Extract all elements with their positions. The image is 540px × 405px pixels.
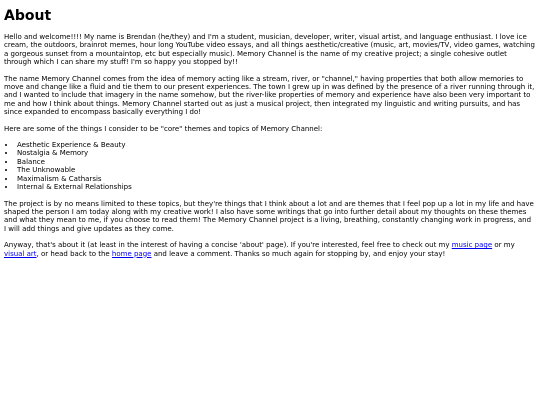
list-item: • The Unknowable [16,166,535,174]
themes-intro-paragraph: Here are some of the things I consider to be "core" themes and topics of Memory Channel: [4,124,323,133]
home-page-link[interactable]: home page [111,249,152,258]
list-item: • Aesthetic Experience & Beauty [16,141,535,149]
name-origin-paragraph: The name Memory Channel comes from the idea of memory acting like a stream, river, or "channel," having properties that both allow memories to move and change like a fluid and tie them to our present experiences. The town I grew up in was defined by the presence of a river running through it, and I wanted to include that imagery in the name somehow, but the river-like properties of memory and experience have also been very important to me and how I think about things. Memory Channel started out as just a musical project, then integrated my linguistic and writing pursuits, and has since expanded to encompass basically everything I do! [4,74,535,117]
list-item: • Nostalgia & Memory [16,149,535,157]
themes-list [4,141,535,191]
intro-paragraph: Hello and welcome!!!! My name is Brendan (he/they) and I'm a student, musician, developer, writer, visual artist, and language enthusiast. I love ice cream, the outdoors, brainrot memes, hour long YouTube video essays, and all things aesthetic/creative (music, art, movies/TV, video games, watching a gorgeous sunset from a mountaintop, etc but especially music). Memory Channel is the name of my creative project; a single cohesive outlet through which I can share my stuff! I'm so happy you stopped by!! [4,33,535,67]
music-page-link[interactable]: music page [451,241,493,250]
scope-paragraph: The project is by no means limited to these topics, but they're things that I think about a lot and are themes that I feel pop up a lot in my life and have shaped the person I am today along with my creative work! I also have some writings that go into further detail about my thoughts on these themes and what they mean to me, if you choose to read them! The Memory Channel project is a living, breathing, constantly changing work in progress, and I will add things and give updates as they come. [4,199,534,233]
closing-paragraph [4,241,535,258]
visual-art-link[interactable]: visual art [4,249,37,258]
closing-text: Anyway, that's about it (at least in the interest of having a concise 'about' page). If you're interested, feel free to check out my [4,241,452,250]
list-item: • Maximalism & Catharsis [16,175,535,183]
closing-text: , or head back to the [36,249,112,258]
page-title: About [4,8,52,24]
list-item: • Balance [16,158,535,166]
closing-text: and leave a comment. Thanks so much again for stopping by, and enjoy your stay! [151,249,446,258]
list-item: • Internal & External Relationships [16,183,535,191]
closing-text: or my [492,241,515,250]
